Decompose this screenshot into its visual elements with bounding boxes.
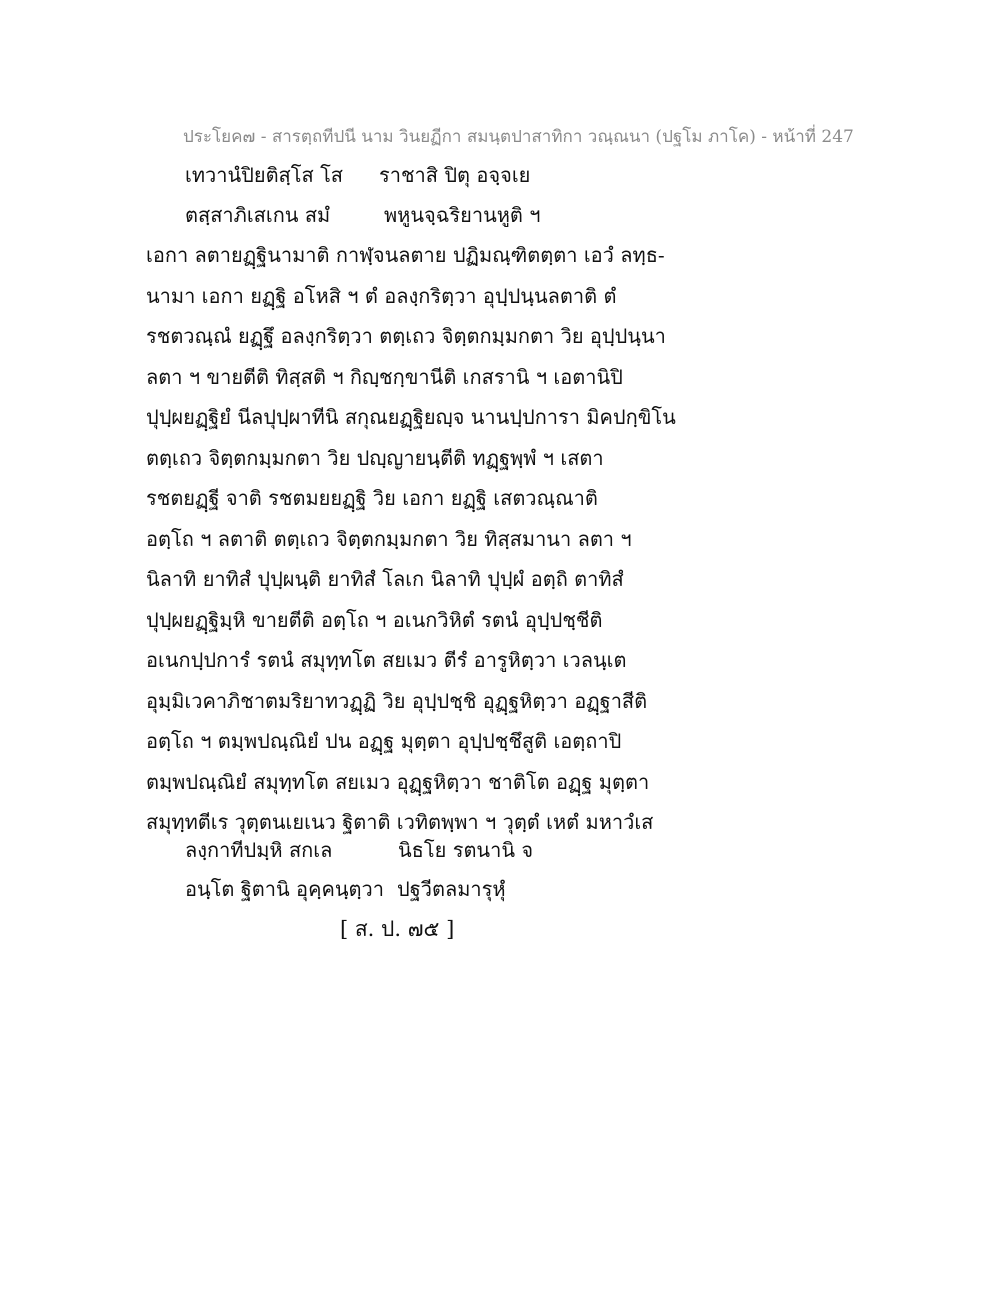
prose-line: อุมฺมิเวคาภิชาตมริยาทวฏฺฏิ วิย อุปฺปชฺชิ อุฏฺฐหิตฺวา อฏฺฐาสีติ <box>146 688 648 713</box>
prose-line: รชตยฏฺฐี จาติ รชตมยยฏฺฐิ วิย เอกา ยฏฺฐิ เสตวณฺณาติ <box>146 486 598 510</box>
prose-line: อเนกปฺปการํ รตนํ สมุทฺทโต สยเมว ตีรํ อารูหิตฺวา เวลนฺเต <box>146 648 627 672</box>
verse-first-half: ลงฺกาทีปมฺหิ สกเล <box>185 838 333 862</box>
prose-line: ตตฺเถว จิตฺตกมฺมกตา วิย ปญฺญายนฺตีติ ทฏฺฐพฺพํ ฯ เสตา <box>146 445 604 470</box>
verse-second-half: พหูนจฺฉริยานหูติ ฯ <box>384 203 541 227</box>
verse-first-half: เทวานํปิยติสฺโส โส <box>185 163 344 187</box>
prose-line: อตฺโถ ฯ ตมฺพปณฺณิยํ ปน อฏฺฐ มุตฺตา อุปฺปชฺชึสูติ เอตฺถาปิ <box>146 729 622 753</box>
prose-line: เอกา ลตายฏฺฐินามาติ กาฬฺจนลตาย ปฏิมณฺฑิตตฺตา เอวํ ลทฺธ- <box>146 243 665 267</box>
prose-line: ปุปฺผยฏฺฐิมฺหิ ขายตีติ อตฺโถ ฯ อเนกวิหิตํ รตนํ อุปฺปชฺชีติ <box>146 607 603 632</box>
verse-second-half: ราชาสิ ปิตุ อจฺจเย <box>379 163 531 187</box>
verse-second-half: ปฐวีตลมารุหุํ <box>397 877 506 901</box>
prose-line: รชตวณฺณํ ยฏฺฐึ อลงฺกริตฺวา ตตฺเถว จิตฺตกมฺมกตา วิย อุปฺปนฺนา <box>146 324 666 348</box>
verse-reference: [ ส. ป. ๗๕ ] <box>340 917 455 941</box>
page-header: ประโยค๗ - สารตฺถทีปนี นาม วินยฏีกา สมนฺตปาสาทิกา วณฺณนา (ปฐโม ภาโค) - หน้าที่ 247 <box>183 127 854 147</box>
verse-second-half: นิธโย รตนานิ จ <box>398 838 534 862</box>
prose-line: นิลาทิ ยาทิสํ ปุปฺผนฺติ ยาทิสํ โลเก นิลาทิ ปุปฺผํ อตฺถิ ตาทิสํ <box>146 567 624 591</box>
prose-line: อตฺโถ ฯ ลตาติ ตตฺเถว จิตฺตกมฺมกตา วิย ทิสฺสมานา ลตา ฯ <box>146 526 632 551</box>
prose-line: ลตา ฯ ขายตีติ ทิสฺสติ ฯ กิญฺชกฺขานีติ เกสรานิ ฯ เอตานิปิ <box>146 364 623 389</box>
prose-line: ปุปฺผยฏฺฐิยํ นีลปุปฺผาทีนิ สกุณยฏฺฐิยญฺจ นานปฺปการา มิคปกฺขิโน <box>146 405 676 429</box>
verse-first-half: อนฺโต ฐิตานิ อุคฺคนฺตฺวา <box>185 877 384 901</box>
prose-line: นามา เอกา ยฏฺฐิ อโหสิ ฯ ตํ อลงฺกริตฺวา อุปฺปนฺนลตาติ ตํ <box>146 283 617 308</box>
prose-line: ตมฺพปณฺณิยํ สมุทฺทโต สยเมว อุฏฺฐหิตฺวา ชาติโต อฏฺฐ มุตฺตา <box>146 769 650 794</box>
prose-paragraph <box>146 213 686 848</box>
verse-first-half: ตสฺสาภิเสเกน สมํ <box>185 203 331 227</box>
prose-line: สมุทฺทตีเร วุตฺตนเยเนว ฐิตาติ เวทิตพฺพา ฯ วุตฺตํ เหตํ มหาวํเส <box>146 810 654 834</box>
